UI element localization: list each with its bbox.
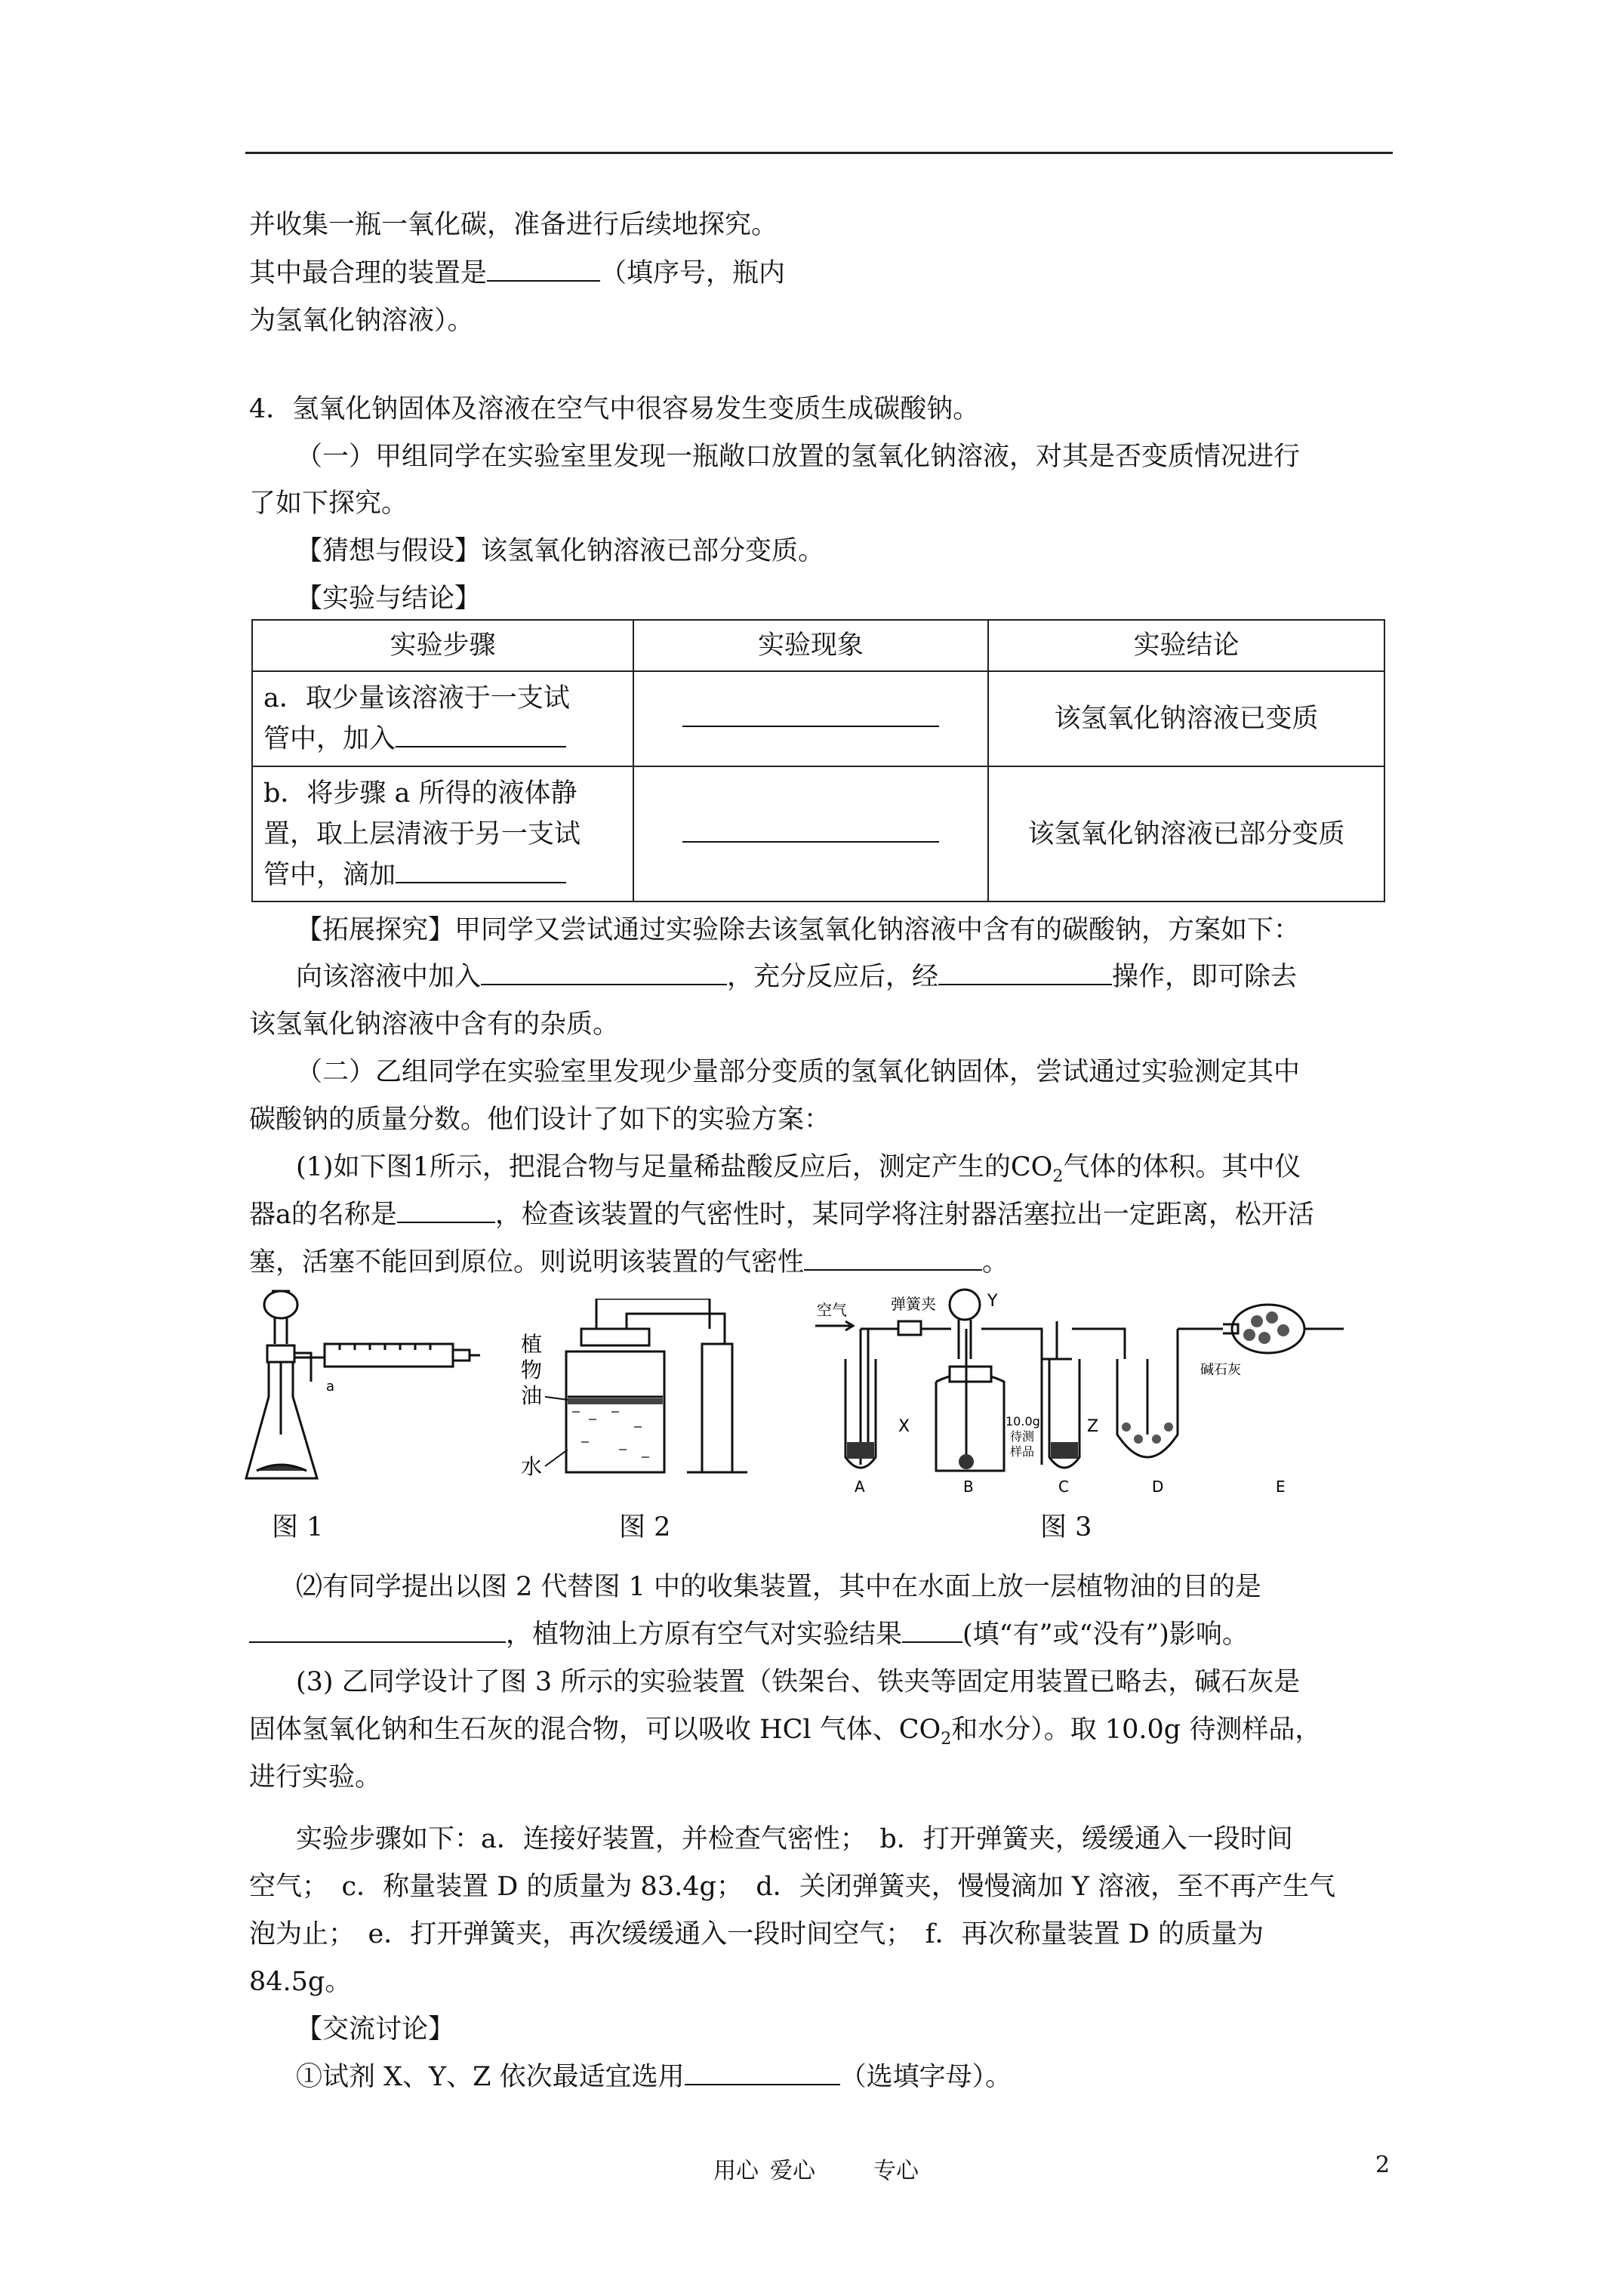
answer-blank-phenomenon-a[interactable] (682, 703, 939, 727)
figure-2-caption: 图 2 (619, 1512, 671, 1542)
sub2-line-2-b: (填“有”或“没有”)影响。 (962, 1620, 1249, 1650)
row-b-step-line-1: b．将步骤 a 所得的液体静 (263, 778, 577, 809)
fig2-oil-char-3: 油 (521, 1383, 543, 1408)
sub1-line-3-a: 塞，活塞不能回到原位。则说明该装置的气密性 (249, 1247, 805, 1277)
sub1-line-1-b: 气体的体积。其中仪 (1063, 1152, 1301, 1182)
discussion-q1 (296, 2060, 1012, 2094)
answer-blank-extension-reagent[interactable] (481, 961, 727, 985)
row-b-step-text: 管中，滴加 (263, 859, 396, 890)
sub2-line-2 (249, 1618, 1249, 1651)
answer-blank-phenomenon-b[interactable] (682, 818, 939, 843)
page-number: 2 (1375, 2152, 1390, 2178)
sub3-line-2 (249, 1713, 1321, 1756)
sub2-line-1: ⑵有同学提出以图 2 代替图 1 中的收集装置，其中在水面上放一层植物油的目的是 (296, 1572, 1262, 1602)
table-row-a (252, 671, 1384, 766)
sub1-line-2-b: ，检查该装置的气密性时，某同学将注射器活塞拉出一定距离，松开活 (494, 1200, 1314, 1230)
extension-line-2-b: ，充分反应后，经 (727, 962, 939, 992)
steps-line-3: 泡为止； e．打开弹簧夹，再次缓缓通入一段时间空气； f．再次称量装置 D 的质量为 (249, 1919, 1264, 1949)
fig3-clamp-label: 弹簧夹 (891, 1295, 936, 1313)
row-a-phenomenon (633, 671, 988, 766)
figure-2-apparatus (513, 1299, 755, 1487)
sub1-line-1-a: (1)如下图1所示，把混合物与足量稀盐酸反应后，测定产生的CO (296, 1152, 1053, 1182)
steps-line-2: 空气； c．称量装置 D 的质量为 83.4g； d．关闭弹簧夹，慢慢滴加 Y 溶液，至不再产生气 (249, 1872, 1336, 1902)
row-b-phenomenon (633, 766, 988, 901)
answer-blank-device[interactable] (487, 257, 600, 282)
fig3-label-C: C (1058, 1478, 1069, 1495)
discussion-q1-text: ①试剂 X、Y、Z 依次最适宜选用 (296, 2062, 685, 2092)
answer-blank-airtightness[interactable] (804, 1247, 982, 1271)
answer-blank-extension-operation[interactable] (938, 961, 1112, 985)
figure-1-caption: 图 1 (272, 1512, 324, 1542)
row-b-step (252, 766, 633, 901)
answer-blank-reagents[interactable] (685, 2061, 840, 2085)
experiment-heading: 【实验与结论】 (296, 584, 482, 614)
row-a-step-line-1: a．取少量该溶液于一支试 (263, 683, 570, 713)
intro-line-3: 为氢氧化钠溶液）。 (249, 306, 474, 336)
fig3-sample-mass: 10.0g (1006, 1414, 1040, 1428)
sub3-line-1: (3) 乙同学设计了图 3 所示的实验装置（铁架台、铁夹等固定用装置已略去，碱石灰是 (296, 1667, 1301, 1697)
answer-blank-instrument-a[interactable] (397, 1199, 495, 1223)
fig1-label-a: a (326, 1379, 335, 1395)
figure-1-apparatus (242, 1284, 483, 1487)
header-phenomenon: 实验现象 (633, 620, 988, 671)
sub1-line-3 (249, 1246, 1009, 1279)
table-row-b (252, 766, 1384, 901)
figure-3-caption: 图 3 (1040, 1512, 1092, 1542)
part2-line-1: （二）乙组同学在实验室里发现少量部分变质的氢氧化钠固体，尝试通过实验测定其中 (296, 1057, 1301, 1087)
steps-line-4: 84.5g。 (249, 1967, 352, 1997)
extension-line-2-a: 向该溶液中加入 (296, 962, 482, 992)
sub1-line-2 (249, 1198, 1314, 1231)
extension-line-2 (296, 960, 1297, 994)
answer-blank-reagent-b[interactable] (396, 859, 566, 883)
extension-line-1: 【拓展探究】甲同学又尝试通过实验除去该氢氧化钠溶液中含有的碳酸钠，方案如下： (296, 915, 1301, 945)
sub3-line-2-a: 固体氢氧化钠和生石灰的混合物，可以吸收 HCl 气体、CO (249, 1715, 941, 1745)
fig3-label-B: B (963, 1478, 974, 1495)
fig3-air-label: 空气 (817, 1301, 847, 1319)
intro-line-2-tail: （填序号，瓶内 (600, 258, 786, 288)
footer-slogan-3: 专心 (873, 2158, 919, 2184)
fig3-label-D: D (1152, 1478, 1164, 1495)
steps-line-1: 实验步骤如下：a．连接好装置，并检查气密性； b．打开弹簧夹，缓缓通入一段时间 (296, 1824, 1293, 1854)
row-a-conclusion: 该氢氧化钠溶液已变质 (988, 671, 1384, 766)
sub3-line-2-b: 和水分）。取 10.0g 待测样品， (951, 1715, 1322, 1745)
fig2-oil-char-1: 植 (521, 1332, 543, 1357)
header-conclusion: 实验结论 (988, 620, 1384, 671)
part2-line-2: 碳酸钠的质量分数。他们设计了如下的实验方案： (249, 1105, 831, 1135)
answer-blank-effect[interactable] (902, 1619, 962, 1643)
fig3-Z-label: Z (1087, 1417, 1099, 1436)
row-a-step-line-2 (263, 719, 622, 760)
extension-line-2-c: 操作，即可除去 (1112, 962, 1298, 992)
fig3-X-label: X (898, 1417, 910, 1436)
fig2-water-label: 水 (521, 1454, 543, 1479)
sub1-subscript: 2 (1052, 1167, 1064, 1186)
sub1-line-2-a: 器a的名称是 (249, 1200, 397, 1230)
footer-slogan-2: 爱心 (770, 2158, 815, 2184)
part1-line-1: （一）甲组同学在实验室里发现一瓶敞口放置的氢氧化钠溶液，对其是否变质情况进行 (296, 442, 1301, 472)
fig3-label-A: A (855, 1478, 865, 1495)
fig3-soda-lime-label: 碱石灰 (1200, 1362, 1241, 1378)
header-rule (245, 152, 1393, 154)
row-b-step-line-2: 置，取上层清液于另一支试 (263, 818, 581, 849)
row-b-step-line-3 (263, 855, 622, 895)
hypothesis: 【猜想与假设】该氢氧化钠溶液已部分变质。 (296, 536, 825, 566)
sub1-line-3-b: 。 (982, 1247, 1009, 1277)
fig3-Y-label: Y (987, 1292, 998, 1311)
discussion-q1-tail: （选填字母）。 (839, 2062, 1012, 2092)
answer-blank-reagent-a[interactable] (396, 723, 566, 747)
experiment-table (251, 619, 1385, 902)
row-a-step-text: 管中，加入 (263, 724, 396, 754)
sub3-subscript: 2 (941, 1730, 952, 1749)
row-b-conclusion: 该氢氧化钠溶液已部分变质 (988, 766, 1384, 901)
header-step: 实验步骤 (252, 620, 633, 671)
part1-line-2: 了如下探究。 (249, 488, 408, 519)
footer-slogan-1: 用心 (713, 2158, 759, 2184)
fig2-oil-char-2: 物 (521, 1358, 543, 1382)
figure-3-apparatus (815, 1284, 1359, 1495)
fig3-sample-text-1: 待测 (1010, 1429, 1035, 1444)
table-header-row (252, 620, 1384, 671)
answer-blank-oil-purpose[interactable] (249, 1619, 506, 1643)
extension-line-3: 该氢氧化钠溶液中含有的杂质。 (249, 1009, 620, 1040)
fig3-label-E: E (1276, 1478, 1286, 1495)
intro-line-1: 并收集一瓶一氧化碳，准备进行后续地探究。 (249, 210, 778, 240)
row-a-step (252, 671, 633, 766)
sub2-line-2-a: ，植物油上方原有空气对实验结果 (506, 1620, 903, 1650)
q4-title: 4．氢氧化钠固体及溶液在空气中很容易发生变质生成碳酸钠。 (249, 394, 980, 424)
intro-line-2-text: 其中最合理的装置是 (249, 258, 488, 288)
sub3-line-3: 进行实验。 (249, 1762, 382, 1792)
sub1-line-1 (296, 1151, 1301, 1194)
intro-line-2 (249, 257, 785, 290)
fig3-sample-text-2: 样品 (1010, 1444, 1035, 1459)
discussion-heading: 【交流讨论】 (296, 2014, 455, 2045)
